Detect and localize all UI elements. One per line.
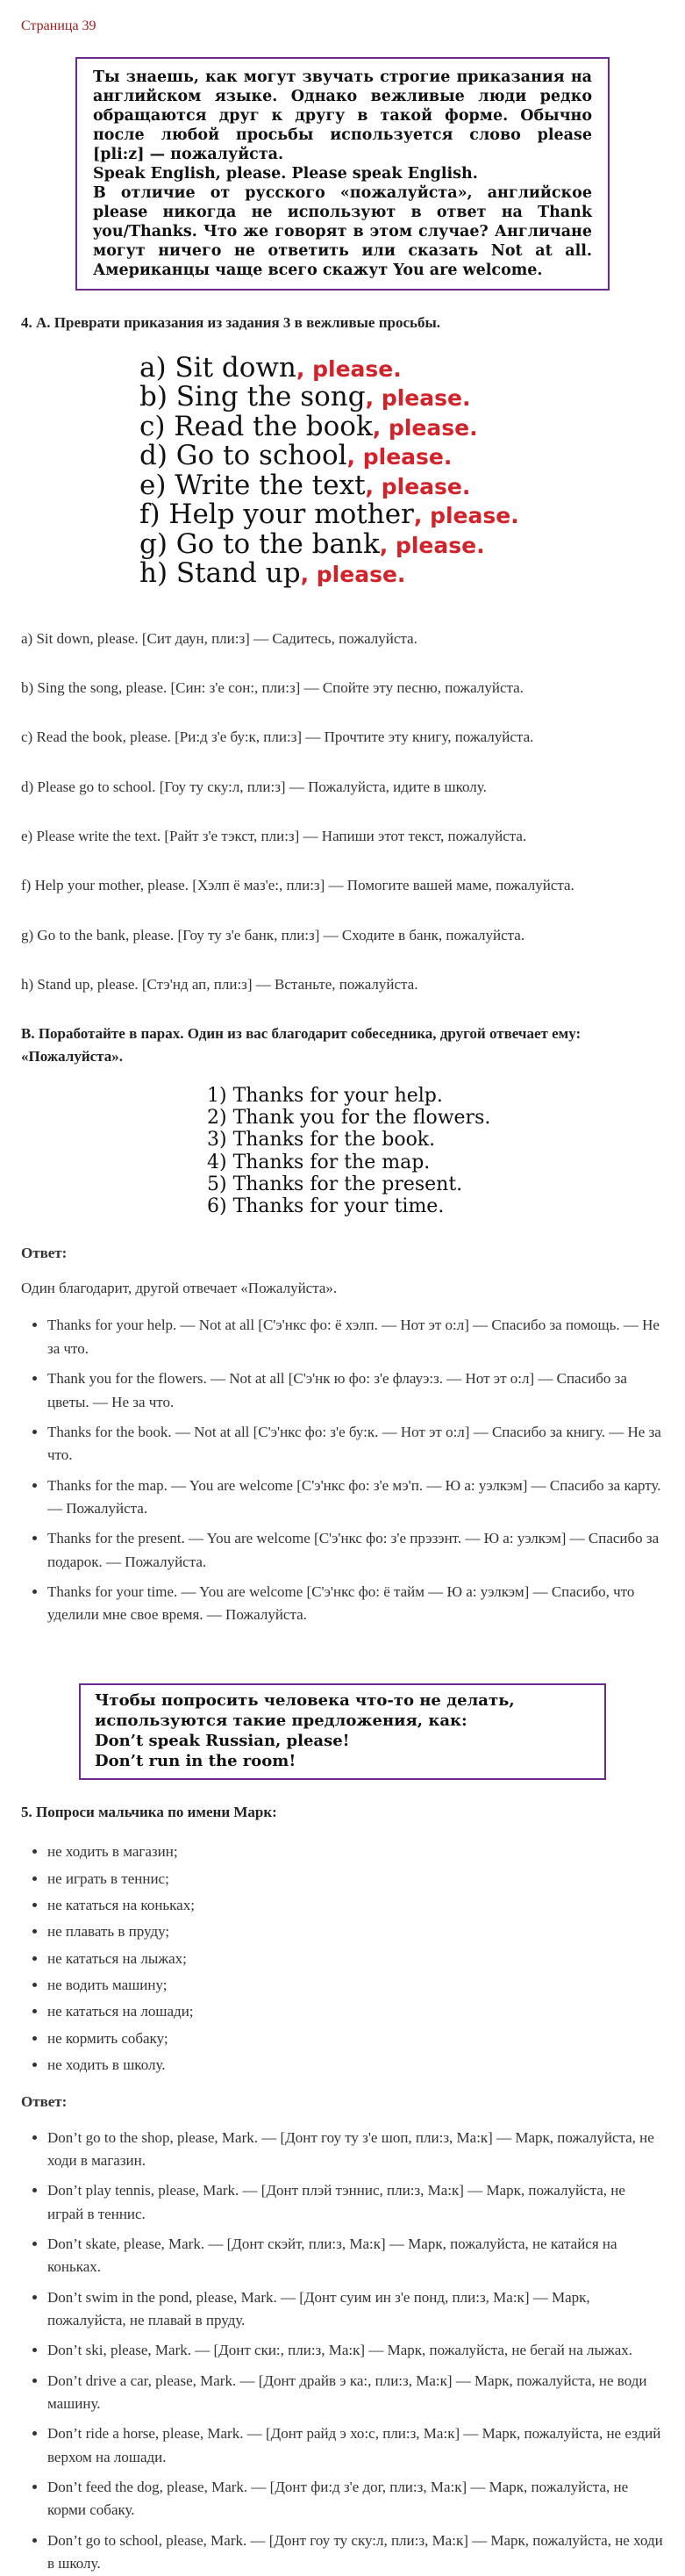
exercise-line: e) Write the text, please. [139, 469, 471, 501]
exercise-line: 1) Thanks for your help. [207, 1085, 443, 1108]
list-item: • Don’t feed the dog, please, Mark. — [Донт фи:д з'е дог, пли:з, Ма:к] — Марк, пожалуйста, не корми собаку. [47, 2476, 664, 2522]
answer-line: c) Read the book, please. [Ри:д з'е бу:к, пли:з] — Прочтите эту книгу, пожалуйста. [21, 728, 534, 746]
list-item: • Don’t skate, please, Mark. — [Донт скэйт, пли:з, Ма:к] — Марк, пожалуйста, не катайся на коньках. [47, 2233, 664, 2279]
rule-text: В отличие от русского «пожалуйста», английское please никогда не используют в ответ на Thank you/Thanks. Что же говорят в этом случае? Англичане могут ничего не ответить или сказать Not at all. Американцы чаще всего скажут You are welcome. [93, 184, 592, 280]
rule-box-please [75, 57, 610, 291]
list-item: • Don’t ride a horse, please, Mark. — [Донт райд э хо:с, пли:з, Ма:к] — Марк, пожалуйста, не ездий верхом на лошади. [47, 2422, 664, 2469]
answer-label: Ответ: [21, 1244, 68, 1261]
task-4a-answers [21, 628, 664, 997]
list-item: • не играть в теннис; [47, 1868, 664, 1891]
exercise-line: g) Go to the bank, please. [139, 527, 485, 560]
exercise-line: f) Help your mother, please. [139, 499, 519, 531]
list-item: • не кататься на лыжах; [47, 1948, 664, 1970]
rule-text: Don’t speak Russian, please! [95, 1731, 350, 1750]
rule-text: Speak English, please. Please speak English. [93, 165, 478, 183]
exercise-line: b) Sing the song, please. [139, 381, 471, 413]
list-item: • Thanks for your help. — Not at all [С'э'нкс фо: ё хэлп. — Нот эт о:л] — Спасибо за помощь. — Не за что. [47, 1314, 664, 1360]
exercise-line: a) Sit down, please. [139, 351, 402, 384]
list-item: • Don’t ski, please, Mark. — [Донт ски:, пли:з, Ма:к] — Марк, пожалуйста, не бегай на лыжах. [47, 2339, 664, 2362]
list-item: • не ходить в школу. [47, 2054, 664, 2077]
answer-line: d) Please go to school. [Гоу ту ску:л, пли:з] — Пожалуйста, идите в школу. [21, 778, 487, 795]
task-5-answers [21, 2127, 664, 2576]
list-item: • Thanks for your time. — You are welcome [С'э'нкс фо: ё тайм — Ю а: уэлкэм] — Спасибо, что уделили мне свое время. — Пожалуйста. [47, 1581, 664, 1627]
answer-line: b) Sing the song, please. [Син: з'е сон:, пли:з] — Спойте эту песню, пожалуйста. [21, 678, 524, 696]
list-item: • не кататься на коньках; [47, 1894, 664, 1917]
answer-line: f) Help your mother, please. [Хэлп ё маз'е:, пли:з] — Помогите вашей маме, пожалуйста. [21, 877, 574, 894]
list-item: • Thanks for the book. — Not at all [С'э'нкс фо: з'е бу:к. — Нот эт о:л] — Спасибо за книгу. — Не за что. [47, 1421, 664, 1467]
list-item: • не плавать в пруду; [47, 1920, 664, 1943]
task-4b-heading: В. Поработайте в парах. Один из вас благодарит собеседника, другой отвечает ему: «Пожалуйста». [21, 1025, 582, 1065]
answer-line: g) Go to the bank, please. [Гоу ту з'е банк, пли:з] — Сходите в банк, пожалуйста. [21, 926, 525, 944]
exercise-line: d) Go to school, please. [139, 440, 453, 472]
list-item: • не кормить собаку; [47, 2027, 664, 2050]
list-item: • Don’t go to the shop, please, Mark. — [Донт гоу ту з'е шоп, пли:з, Ма:к] — Марк, пожалуйста, не ходи в магазин. [47, 2127, 664, 2173]
list-item: • не водить машину; [47, 1974, 664, 1997]
exercise-line: 4) Thanks for the map. [207, 1151, 431, 1173]
task-4b-answers [21, 1314, 664, 1626]
task-4b-exercise [207, 1085, 664, 1216]
list-item: • не кататься на лошади; [47, 2000, 664, 2023]
answer-intro: Один благодарит, другой отвечает «Пожалуйста». [21, 1280, 338, 1297]
exercise-line: 3) Thanks for the book. [207, 1129, 436, 1152]
task-5-items [21, 1841, 664, 2077]
answer-line: a) Sit down, please. [Сит даун, пли:з] — Садитесь, пожалуйста. [21, 629, 417, 647]
list-item: • не ходить в магазин; [47, 1841, 664, 1863]
answer-label: Ответ: [21, 2093, 68, 2111]
task-4a-heading: 4. А. Преврати приказания из задания 3 в вежливые просьбы. [21, 314, 441, 332]
list-item: • Thank you for the flowers. — Not at all [С'э'нк ю фо: з'е флауэ:з. — Нот эт о:л] — Спасибо за цветы. — Не за что. [47, 1367, 664, 1414]
list-item: • Don’t go to school, please, Mark. — [Донт гоу ту ску:л, пли:з, Ма:к] — Марк, пожалуйста, не ходи в школу. [47, 2529, 664, 2576]
page-title: Страница 39 [21, 18, 96, 33]
exercise-line: 6) Thanks for your time. [207, 1195, 445, 1217]
rule-text: Ты знаешь, как могут звучать строгие приказания на английском языке. Однако вежливые люди редко обращаются друг к другу в такой форме. Обычно после любой просьбы используется слово please [pli:z] — пожалуйста. [93, 68, 592, 163]
task-4a-exercise [139, 351, 664, 590]
list-item: • Don’t drive a car, please, Mark. — [Донт драйв э ка:, пли:з, Ма:к] — Марк, пожалуйста, не води машину. [47, 2370, 664, 2416]
task-5-heading: 5. Попроси мальчика по имени Марк: [21, 1803, 277, 1820]
list-item: • Don’t swim in the pond, please, Mark. — [Донт суим ин з'е понд, пли:з, Ма:к] — Марк, пожалуйста, не плавай в пруду. [47, 2286, 664, 2333]
exercise-line: h) Stand up, please. [139, 557, 406, 590]
exercise-line: 5) Thanks for the present. [207, 1173, 463, 1195]
list-item: • Thanks for the present. — You are welcome [С'э'нкс фо: з'е прэзэнт. — Ю а: уэлкэм] — Спасибо за подарок. — Пожалуйста. [47, 1527, 664, 1574]
rule-box-dont [79, 1683, 606, 1780]
rule-text: Don’t run in the room! [95, 1751, 296, 1770]
list-item: • Don’t play tennis, please, Mark. — [Донт плэй тэннис, пли:з, Ма:к] — Марк, пожалуйста, не играй в теннис. [47, 2179, 664, 2226]
rule-text: Чтобы попросить человека что-то не делать, используются такие предложения, как: [95, 1690, 515, 1730]
exercise-line: c) Read the book, please. [139, 410, 478, 442]
answer-line: h) Stand up, please. [Стэ'нд ап, пли:з] — Встаньте, пожалуйста. [21, 975, 418, 993]
exercise-line: 2) Thank you for the flowers. [207, 1107, 491, 1130]
list-item: • Thanks for the map. — You are welcome [С'э'нкс фо: з'е мэ'п. — Ю а: уэлкэм] — Спасибо за карту. — Пожалуйста. [47, 1475, 664, 1521]
page [0, 16, 685, 2576]
answer-line: e) Please write the text. [Райт з'е тэкст, пли:з] — Напиши этот текст, пожалуйста. [21, 827, 527, 844]
